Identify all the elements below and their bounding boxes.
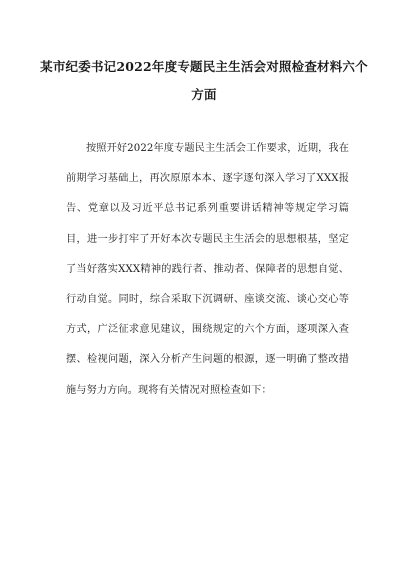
document-title: 某市纪委书记2022年度专题民主生活会对照检查材料六个方面 [40,59,368,102]
body-paragraph: 按照开好2022年度专题民主生活会工作要求，近期，我在前期学习基础上，再次原原本本、逐字逐句深入学习了XXX报告、党章以及习近平总书记系列重要讲话精神等规定学习篇目，进一步打牢了开好本次专题民主生活会的思想根基，坚定了当好落实XXX精神的践行者、推动者、保障者的思想自觉、行动自觉。同时，综合采取下沉调研、座谈交流、谈心交心等方式，广泛征求意见建议，围绕规定的六个方面，逐项深入查摆、检视问题，深入分析产生问题的根源，逐一明确了整改措施与努力方向。现将有关情况对照检查如下： [66,143,349,396]
